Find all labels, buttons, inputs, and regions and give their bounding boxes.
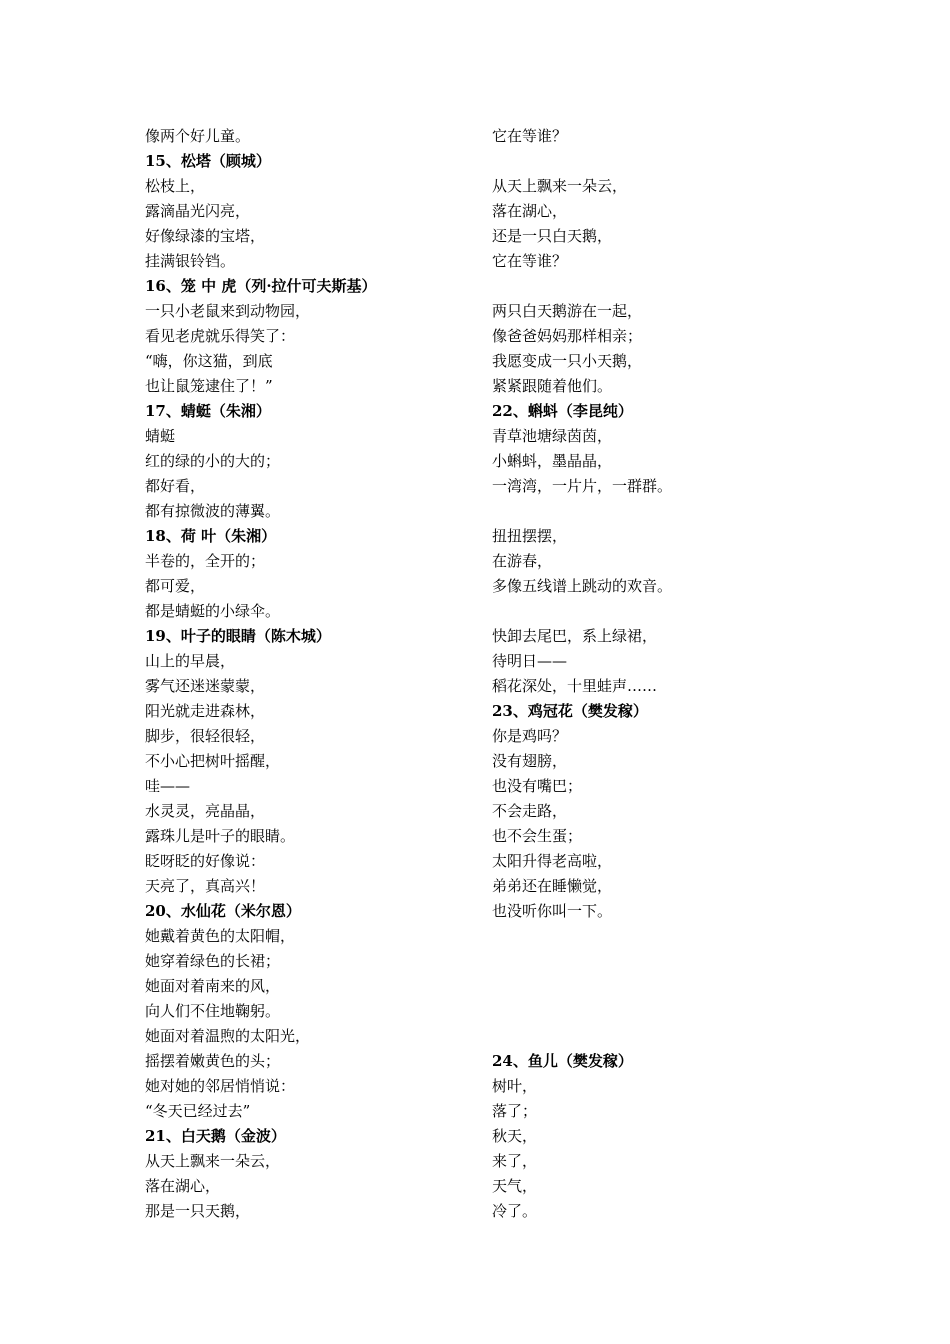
- poem-line: 从天上飘来一朵云，: [145, 1152, 281, 1170]
- poem-title: 19、叶子的眼睛（陈木城）: [145, 627, 331, 645]
- poem-line: 落在湖心，: [145, 1177, 221, 1195]
- poem-title: 24、鱼儿（樊发稼）: [492, 1052, 633, 1070]
- poem-line: 来了，: [492, 1152, 538, 1170]
- poem-line: 待明日——: [492, 652, 568, 670]
- poem-line: 两只白天鹅游在一起，: [492, 302, 643, 320]
- poem-line: 它在等谁？: [492, 127, 568, 145]
- poem-line: 太阳升得老高啦，: [492, 852, 613, 870]
- poem-line: 不会走路，: [492, 802, 568, 820]
- poem-title: 20、水仙花（米尔恩）: [145, 902, 301, 920]
- poem-line: 山上的早晨，: [145, 652, 236, 670]
- left-column: [145, 124, 475, 1224]
- poem-line: 你是鸡吗？: [492, 727, 568, 745]
- poem-line: 像两个好儿童。: [145, 127, 251, 145]
- poem-line: 摇摆着嫩黄色的头；: [145, 1052, 281, 1070]
- poem-line: 她戴着黄色的太阳帽，: [145, 927, 296, 945]
- poem-line: 它在等谁？: [492, 252, 568, 270]
- poem-line: 向人们不住地鞠躬。: [145, 1002, 281, 1020]
- poem-line: 露滴晶光闪亮，: [145, 202, 251, 220]
- poem-line: 快卸去尾巴，系上绿裙，: [492, 627, 658, 645]
- poem-line: 半卷的，全开的；: [145, 552, 266, 570]
- poem-line: 没有翅膀，: [492, 752, 568, 770]
- poem-line: 都有掠微波的薄翼。: [145, 502, 281, 520]
- poem-line: 她面对着南来的风，: [145, 977, 281, 995]
- poem-line: 都可爱，: [145, 577, 206, 595]
- poem-line: 蜻蜓: [145, 427, 176, 445]
- poem-line: 不小心把树叶摇醒，: [145, 752, 281, 770]
- poem-line: 挂满银铃铛。: [145, 252, 236, 270]
- poem-line: 天气，: [492, 1177, 538, 1195]
- poem-line: 冷了。: [492, 1202, 538, 1220]
- poem-title: 21、白天鹅（金波）: [145, 1127, 286, 1145]
- poem-line: 都好看，: [145, 477, 206, 495]
- poem-line: 扭扭摆摆，: [492, 527, 568, 545]
- poem-line: 哇——: [145, 777, 191, 795]
- poem-line: “嗨，你这猫，到底: [145, 352, 273, 370]
- poem-line: 脚步，很轻很轻，: [145, 727, 266, 745]
- poem-title: 22、蝌蚪（李昆纯）: [492, 402, 633, 420]
- poem-line: 从天上飘来一朵云，: [492, 177, 628, 195]
- poem-title: 16、笼 中 虎（列·拉什可夫斯基）: [145, 277, 377, 295]
- poem-title: 18、荷 叶（朱湘）: [145, 527, 277, 545]
- poem-line: “冬天已经过去”: [145, 1102, 251, 1120]
- poem-line: 秋天，: [492, 1127, 538, 1145]
- poem-line: 她面对着温煦的太阳光，: [145, 1027, 311, 1045]
- poem-line: 眨呀眨的好像说：: [145, 852, 266, 870]
- blank-line: [492, 274, 822, 299]
- poem-line: 落了；: [492, 1102, 538, 1120]
- poem-line: 弟弟还在睡懒觉，: [492, 877, 613, 895]
- poem-title: 17、蜻蜓（朱湘）: [145, 402, 271, 420]
- poem-line: 紧紧跟随着他们。: [492, 377, 613, 395]
- poem-line: 像爸爸妈妈那样相亲；: [492, 327, 643, 345]
- poem-line: 一只小老鼠来到动物园，: [145, 302, 311, 320]
- poem-title: 23、鸡冠花（樊发稼）: [492, 702, 648, 720]
- blank-line: [492, 499, 822, 524]
- poem-line: 稻花深处，十里蛙声……: [492, 677, 658, 695]
- poem-line: 在游春，: [492, 552, 553, 570]
- poem-line: 也不会生蛋；: [492, 827, 583, 845]
- poem-line: 都是蜻蜓的小绿伞。: [145, 602, 281, 620]
- spacer: [492, 924, 822, 1049]
- blank-line: [492, 599, 822, 624]
- poem-line: 松枝上，: [145, 177, 206, 195]
- poem-line: 树叶，: [492, 1077, 538, 1095]
- poem-line: 好像绿漆的宝塔，: [145, 227, 266, 245]
- poem-line: 她对她的邻居悄悄说：: [145, 1077, 296, 1095]
- poem-line: 还是一只白天鹅，: [492, 227, 613, 245]
- poem-line: 多像五线谱上跳动的欢音。: [492, 577, 673, 595]
- right-column: [492, 124, 822, 1224]
- poem-line: 小蝌蚪，墨晶晶，: [492, 452, 613, 470]
- blank-line: [492, 149, 822, 174]
- poem-line: 看见老虎就乐得笑了：: [145, 327, 296, 345]
- poem-line: 她穿着绿色的长裙；: [145, 952, 281, 970]
- poem-line: 也没有嘴巴；: [492, 777, 583, 795]
- poem-line: 也没听你叫一下。: [492, 902, 613, 920]
- poem-title: 15、松塔（顾城）: [145, 152, 271, 170]
- poem-line: 雾气还迷迷蒙蒙，: [145, 677, 266, 695]
- poem-line: 青草池塘绿茵茵，: [492, 427, 613, 445]
- poem-line: 我愿变成一只小天鹅，: [492, 352, 643, 370]
- poem-line: 阳光就走进森林，: [145, 702, 266, 720]
- poem-line: 一湾湾，一片片，一群群。: [492, 477, 673, 495]
- poem-line: 露珠儿是叶子的眼睛。: [145, 827, 296, 845]
- poem-line: 红的绿的小的大的；: [145, 452, 281, 470]
- poem-line: 落在湖心，: [492, 202, 568, 220]
- poem-line: 那是一只天鹅，: [145, 1202, 251, 1220]
- poem-line: 水灵灵，亮晶晶，: [145, 802, 266, 820]
- poem-line: 天亮了，真高兴！: [145, 877, 266, 895]
- poem-line: 也让鼠笼逮住了！”: [145, 377, 273, 395]
